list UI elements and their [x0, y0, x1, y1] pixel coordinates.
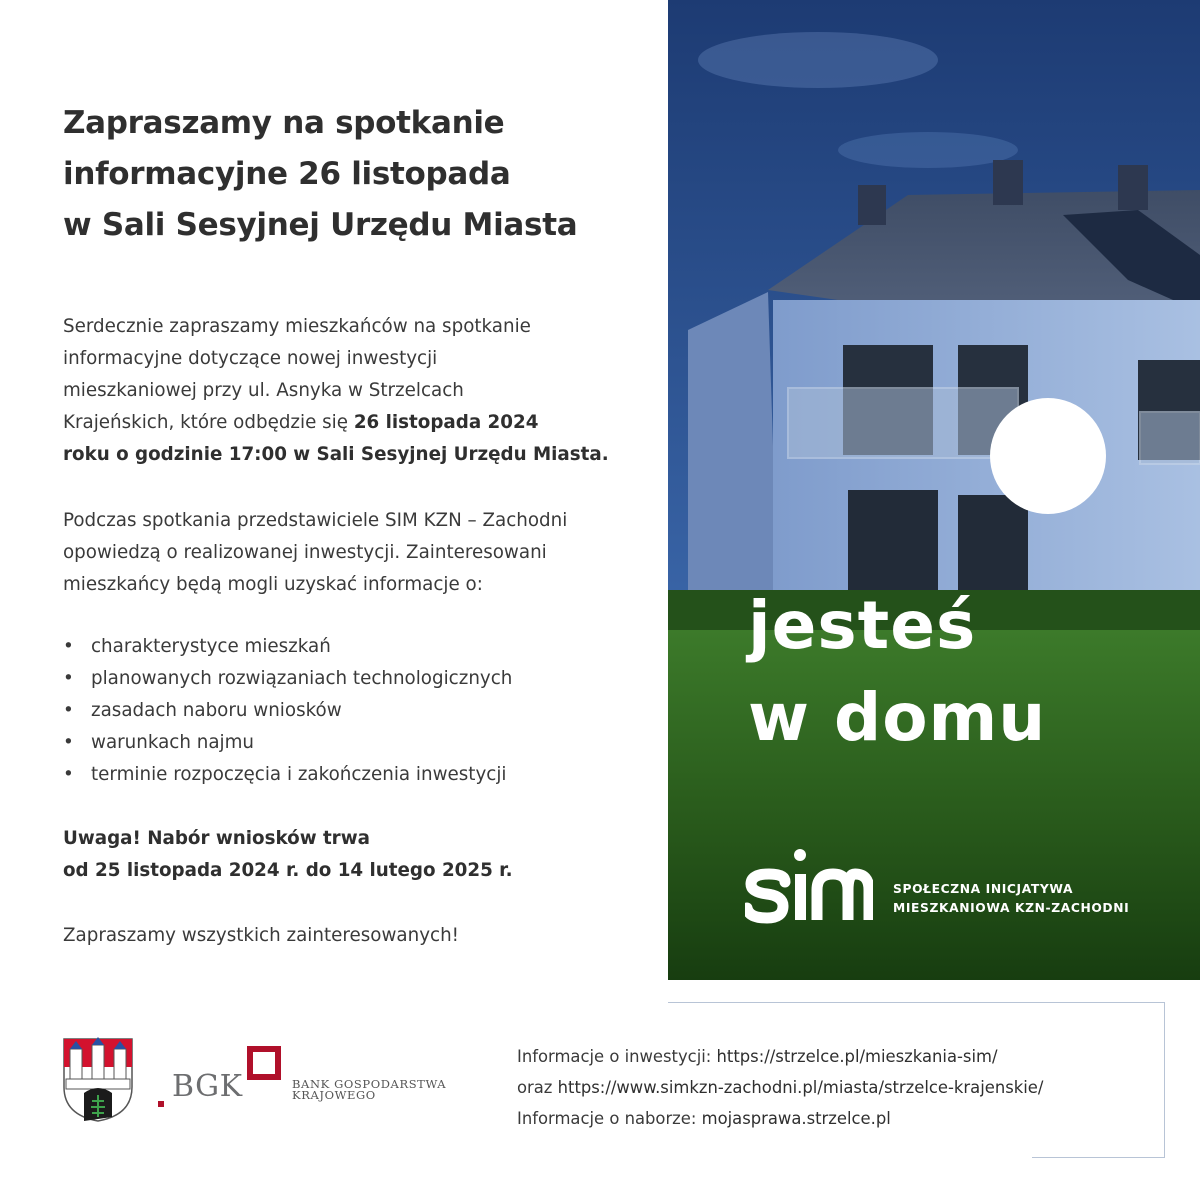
sim-name-line-1: SPOŁECZNA INICJATYWA — [893, 882, 1074, 896]
intro-line-5 — [63, 439, 653, 471]
list-item: • charakterystyce mieszkań — [63, 631, 653, 663]
chimney — [858, 185, 886, 225]
list-item: • planowanych rozwiązaniach technologicznych — [63, 663, 653, 695]
decor-circle — [990, 398, 1106, 514]
list-item: • terminie rozpoczęcia i zakończenia inwestycji — [63, 759, 653, 791]
details-paragraph — [63, 505, 653, 601]
side-wall — [688, 292, 778, 600]
balcony-railing — [788, 388, 1018, 458]
sim-dot — [794, 849, 806, 861]
closing-text: Zapraszamy wszystkich zainteresowanych! — [63, 925, 459, 946]
details-line-3: mieszkańcy będą mogli uzyskać informacje o: — [63, 574, 483, 595]
bgk-name-line-2: KRAJOWEGO — [292, 1088, 376, 1102]
intro-paragraph — [63, 311, 653, 471]
cloud — [838, 132, 1018, 168]
sim-city-link[interactable]: https://www.simkzn-zachodni.pl/miasta/strzelce-krajenskie/ — [557, 1078, 1044, 1097]
intro-time-place: roku o godzinie 17:00 w Sali Sesyjnej Urzędu Miasta. — [63, 444, 609, 465]
intro-line-3: mieszkaniowej przy ul. Asnyka w Strzelcach — [63, 380, 464, 401]
topics-list — [63, 631, 653, 791]
bgk-full-name — [292, 1079, 446, 1101]
investment-link[interactable]: https://strzelce.pl/mieszkania-sim/ — [716, 1047, 998, 1066]
sim-logo — [745, 846, 873, 926]
investment-info-row — [517, 1041, 1043, 1072]
sim-name-line-2: MIESZKANIOWA KZN-ZACHODNI — [893, 901, 1130, 915]
recruitment-info-row — [517, 1103, 1043, 1134]
window — [958, 495, 1028, 590]
investment-label: Informacje o inwestycji: — [517, 1047, 717, 1066]
house-illustration — [668, 0, 1200, 980]
tagline — [748, 580, 1046, 764]
title-line-3: w Sali Sesyjnej Urzędu Miasta — [63, 207, 578, 243]
house-photo — [668, 0, 1200, 980]
also-label: oraz — [517, 1078, 558, 1097]
intro-line-4 — [63, 407, 653, 439]
details-line-2: opowiedzą o realizowanej inwestycji. Zainteresowani — [63, 542, 547, 563]
chimney — [1118, 165, 1148, 210]
window — [848, 490, 938, 590]
cloud — [698, 32, 938, 88]
intro-line-4-plain: Krajeńskich, które odbędzie się — [63, 412, 354, 433]
bgk-name-line-1: BANK GOSPODARSTWA — [292, 1077, 447, 1091]
recruitment-label: Informacje o naborze: — [517, 1109, 702, 1128]
details-line-1: Podczas spotkania przedstawiciele SIM KZN – Zachodni — [63, 510, 568, 531]
intro-line-1: Serdecznie zapraszamy mieszkańców na spotkanie — [63, 316, 531, 337]
info-frame-corner — [1032, 1157, 1165, 1158]
footer-info — [517, 1041, 1043, 1134]
tagline-line-1: jesteś — [748, 587, 977, 664]
notice-line-2: od 25 listopada 2024 r. do 14 lutego 2025 r. — [63, 860, 513, 881]
intro-line-2: informacyjne dotyczące nowej inwestycji — [63, 348, 438, 369]
recruitment-notice — [63, 823, 653, 887]
intro-date: 26 listopada 2024 — [353, 412, 539, 433]
tagline-line-2: w domu — [748, 679, 1047, 756]
recruitment-link[interactable]: mojasprawa.strzelce.pl — [701, 1109, 891, 1128]
sim-name — [893, 880, 1129, 918]
sim-letter-m — [817, 874, 869, 920]
bgk-dot — [158, 1101, 164, 1107]
also-info-row — [517, 1072, 1043, 1103]
chimney — [993, 160, 1023, 205]
title-line-1: Zapraszamy na spotkanie — [63, 105, 505, 141]
bgk-wordmark: BGK — [172, 1069, 243, 1104]
bgk-square-mark — [250, 1049, 278, 1077]
notice-line-1: Uwaga! Nabór wniosków trwa — [63, 828, 370, 849]
coat-of-arms — [62, 1037, 134, 1123]
title-line-2: informacyjne 26 listopada — [63, 156, 511, 192]
balcony-railing — [1140, 412, 1200, 464]
sim-letter-i — [795, 874, 806, 920]
list-item: • zasadach naboru wniosków — [63, 695, 653, 727]
page-title — [63, 98, 653, 251]
list-item: • warunkach najmu — [63, 727, 653, 759]
sim-letter-s — [747, 874, 785, 918]
